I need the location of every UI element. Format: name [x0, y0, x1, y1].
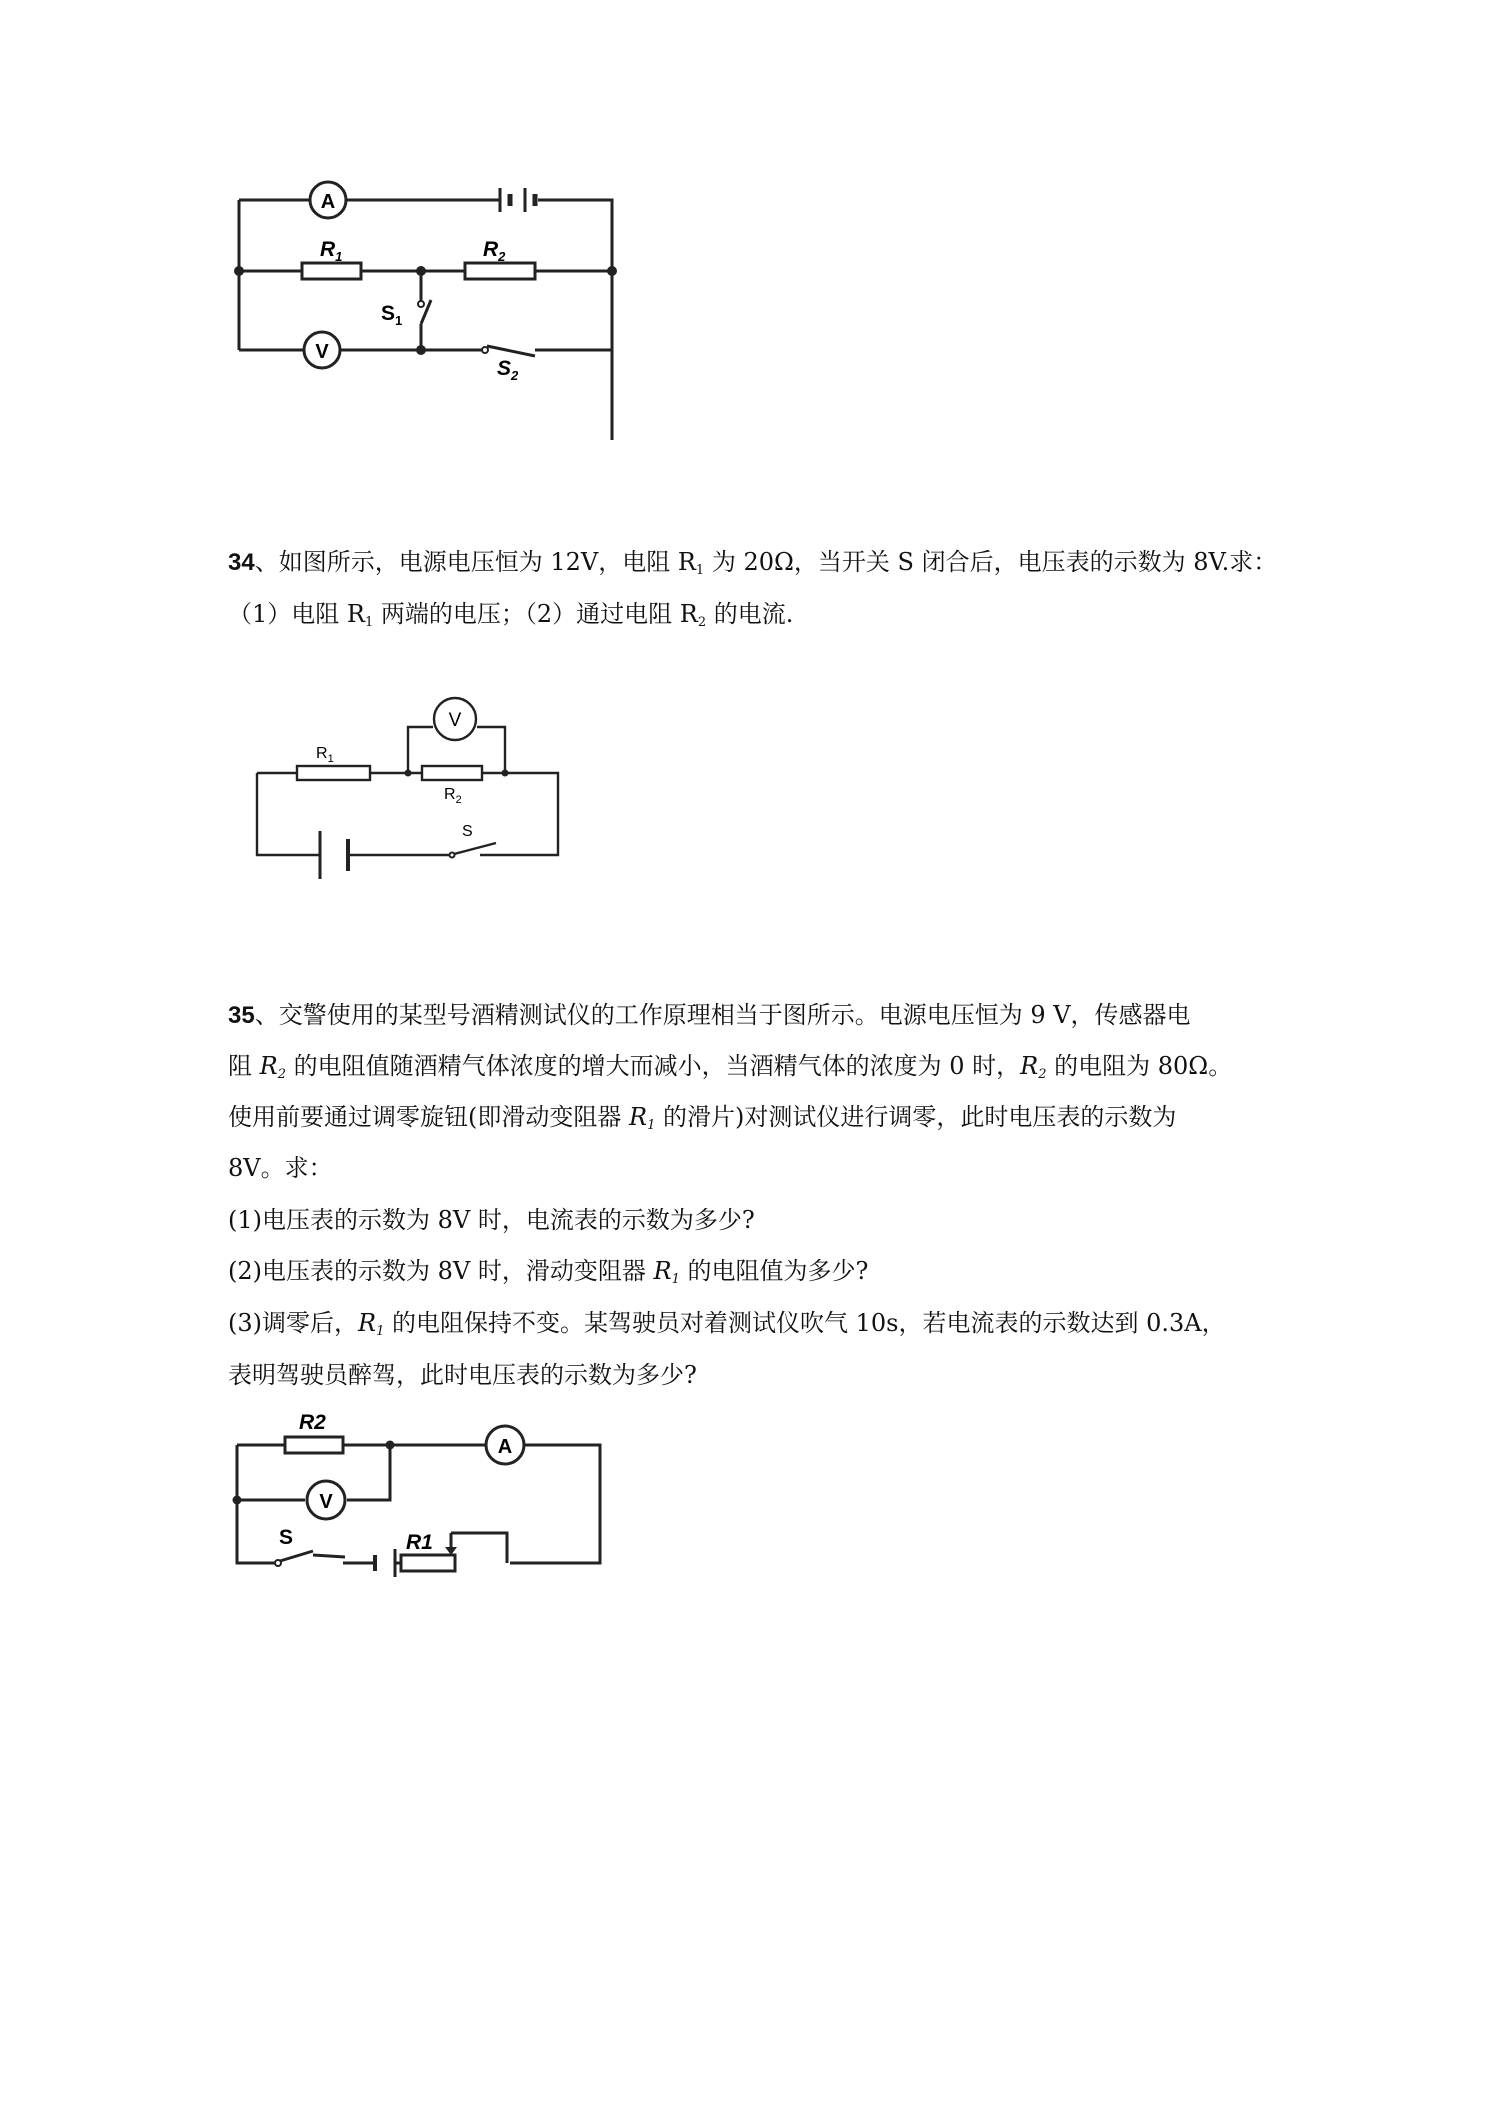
q34-text: 、如图所示，电源电压恒为 12V，电阻 R [254, 548, 696, 576]
junction-dot [233, 1496, 242, 1505]
junction-dot [386, 1441, 395, 1450]
q35-subscript: 1 [647, 1118, 656, 1133]
q34-subscript: 1 [364, 615, 374, 630]
circuit-diagram-q35 [225, 1405, 625, 1585]
q35-line-2 [228, 1049, 1232, 1083]
resistor-r2 [465, 238, 535, 279]
q34-text: 为 20Ω，当开关 S 闭合后，电压表的示数为 8V.求： [704, 548, 1278, 576]
q35-symbol: R [653, 1257, 672, 1285]
switch-s-label: S [279, 1526, 294, 1549]
q35-text: (3)调零后， [228, 1309, 358, 1337]
q35-line-4 [228, 1151, 333, 1185]
voltmeter-label: V [319, 1491, 333, 1513]
q35-line-1 [228, 998, 1191, 1033]
circuit-wires [239, 200, 612, 440]
q35-text: 的电阻为 80Ω。 [1046, 1052, 1233, 1080]
q35-subscript: 2 [277, 1067, 286, 1082]
q35-text: 、交警使用的某型号酒精测试仪的工作原理相当于图所示。电源电压恒为 9 V，传感器电 [254, 1001, 1191, 1029]
q35-subscript: 1 [671, 1272, 680, 1287]
q35-symbol: R [259, 1052, 278, 1080]
switch-s1-label: $S_1$ [381, 302, 403, 328]
voltmeter-symbol [304, 332, 340, 368]
q35-text: 的电阻值随酒精气体浓度的增大而减小，当酒精气体的浓度为 0 时， [286, 1052, 1021, 1080]
q35-text: 的电阻值为多少? [679, 1257, 869, 1285]
voltmeter-label: V [315, 341, 329, 363]
switch-s2-label: $S_2$ [497, 357, 519, 383]
junction-dot [405, 770, 412, 777]
rheostat-r1 [401, 1531, 457, 1571]
resistor-r1-label: $R_1$ [316, 745, 334, 765]
switch-s [450, 823, 497, 858]
q35-symbol: R [358, 1309, 377, 1337]
battery-symbol [500, 188, 535, 212]
q34-number: 34 [228, 549, 255, 576]
resistor-r2-label: $R_2$ [483, 238, 506, 264]
q35-text: 使用前要通过调零旋钮(即滑动变阻器 [228, 1103, 629, 1131]
q35-text: 阻 [228, 1052, 260, 1080]
q34-line-1 [228, 545, 1277, 580]
q35-subscript: 2 [1038, 1067, 1047, 1082]
resistor-r1 [302, 238, 361, 279]
voltmeter-symbol [434, 698, 476, 740]
resistor-r2 [285, 1411, 343, 1453]
resistor-r2 [422, 766, 482, 806]
circuit-diagram-q33 [225, 170, 625, 383]
q34-text: 两端的电压；（2）通过电阻 R [373, 600, 698, 628]
rheostat-r1-label: R1 [406, 1531, 433, 1554]
q35-text: 的电阻保持不变。某驾驶员对着测试仪吹气 10s，若电流表的示数达到 0.3A， [384, 1309, 1226, 1337]
q35-text: 8V。求： [228, 1154, 333, 1182]
resistor-r1-label: $R_1$ [320, 238, 343, 264]
ammeter-label: A [320, 191, 336, 213]
q35-line-5 [228, 1203, 755, 1237]
circuit-diagram-q34 [250, 695, 570, 895]
switch-s1 [381, 300, 431, 328]
q34-subscript: 2 [697, 615, 707, 630]
q35-subscript: 1 [376, 1324, 385, 1339]
junction-dot [502, 770, 509, 777]
q35-text: (1)电压表的示数为 8V 时，电流表的示数为多少? [228, 1206, 755, 1234]
q35-symbol: R [629, 1103, 648, 1131]
q35-line-7 [228, 1306, 1226, 1340]
switch-s-label: S [462, 823, 473, 840]
q35-line-3 [228, 1100, 1176, 1134]
q34-line-2 [228, 597, 793, 631]
junction-dot [416, 266, 426, 276]
ammeter-symbol [486, 1426, 524, 1464]
q35-line-6 [228, 1254, 868, 1288]
resistor-r1 [297, 745, 370, 780]
q35-line-8 [228, 1358, 697, 1392]
junction-dot [607, 266, 617, 276]
q34-text: （1）电阻 R [228, 600, 365, 628]
q34-subscript: 1 [695, 563, 705, 578]
q35-text: 的滑片)对测试仪进行调零，此时电压表的示数为 [655, 1103, 1177, 1131]
resistor-r2-label: $R_2$ [444, 786, 462, 806]
battery-symbol [320, 831, 348, 879]
ammeter-symbol [310, 182, 346, 218]
q35-text: 表明驾驶员醉驾，此时电压表的示数为多少? [228, 1361, 697, 1389]
q34-text: 的电流. [706, 600, 794, 628]
ammeter-label: A [497, 1436, 513, 1458]
junction-dot [234, 266, 244, 276]
q35-number: 35 [228, 1002, 255, 1029]
voltmeter-symbol [307, 1481, 345, 1519]
circuit-wires [257, 727, 558, 855]
switch-s2 [482, 346, 535, 383]
q35-text: (2)电压表的示数为 8V 时，滑动变阻器 [228, 1257, 654, 1285]
junction-dot [416, 345, 426, 355]
battery-symbol [375, 1549, 395, 1577]
q35-symbol: R [1020, 1052, 1039, 1080]
voltmeter-label: V [448, 710, 462, 731]
resistor-r2-label: R2 [299, 1411, 326, 1434]
switch-s [275, 1526, 313, 1566]
